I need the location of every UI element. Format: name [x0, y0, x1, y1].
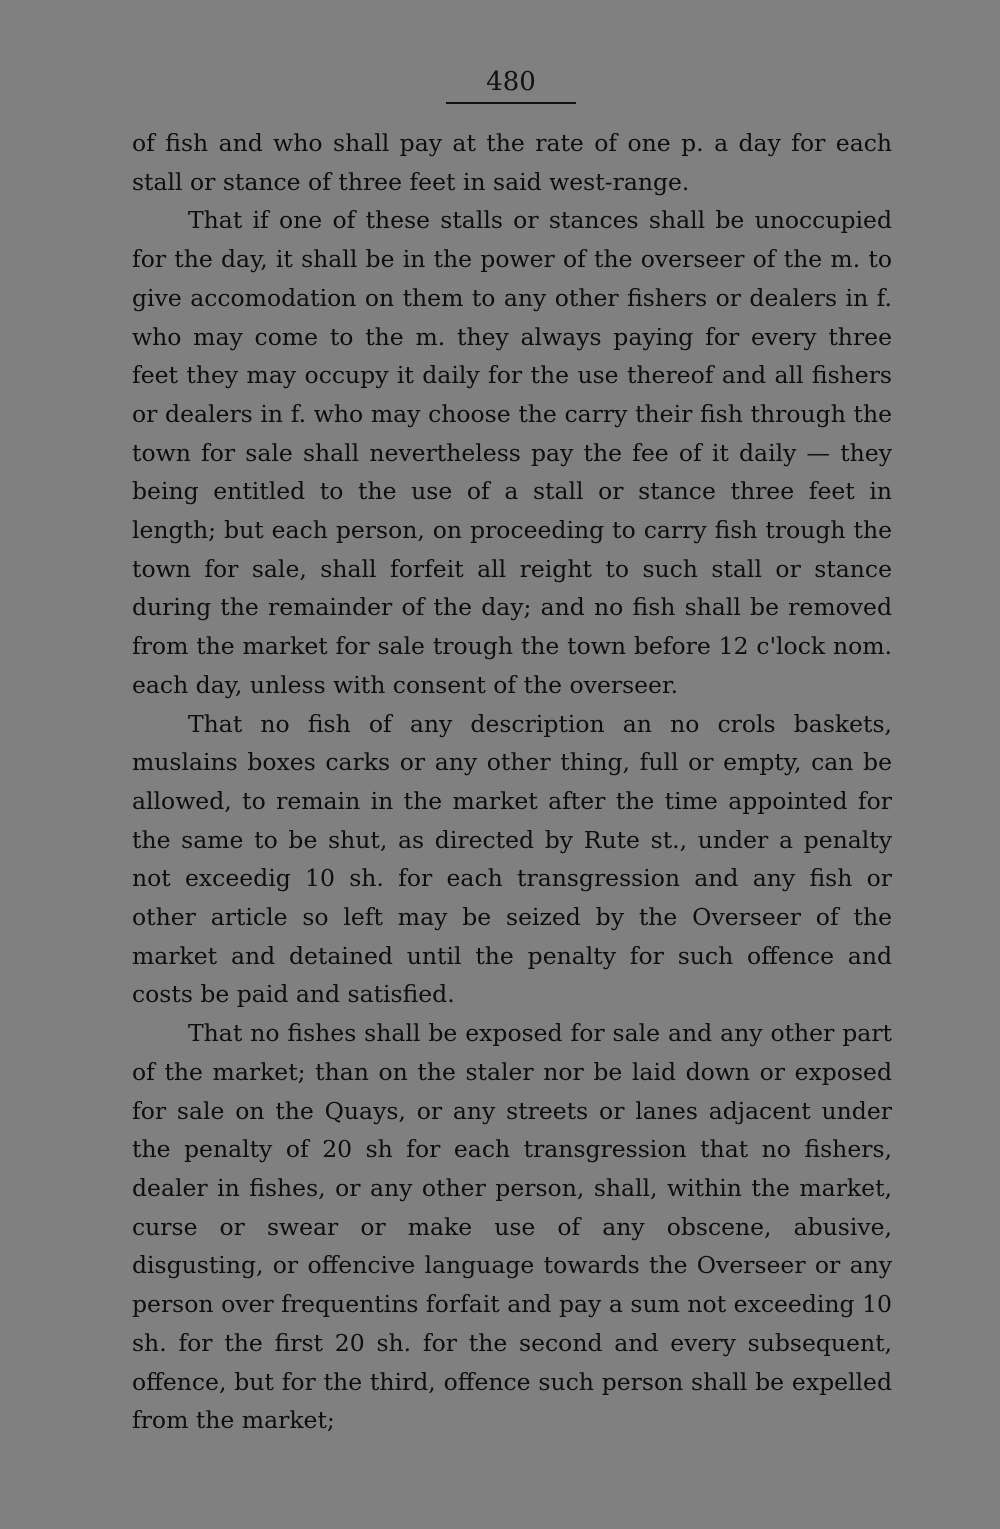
- paragraph-market-closing: That no fish of any description an no crols baskets, muslains boxes carks or any other thing, full or empty, can be allowed, to remain in the market after the time appointed for the same to be shut, as directed by Rute st., under a penalty not exceedig 10 sh. for each transgression and any fish or other article so left may be seized by the Overseer of the market and detained until the penalty for such offence and costs be paid and satisfied.: [132, 709, 892, 1009]
- paragraph-stalls-unoccupied: That if one of these stalls or stances shall be unoccupied for the day, it shall be in the power of the overseer of the m. to give accomodation on them to any other fishers or dealers in f. who may come to the m. they always paying for every three feet they may occupy it daily for the use thereof and all fishers or dealers in f. who may choose the carry their fish through the town for sale shall nevertheless pay the fee of it daily — they being entitled to the use of a stall or stance three feet in length; but each person, on proceeding to carry fish trough the town for sale, shall forfeit all reight to such stall or stance during the remainder of the day; and no fish shall be removed from the market for sale trough the town before 12 c'lock nom. each day, unless with consent of the overseer.: [132, 206, 892, 699]
- page-number: 480: [446, 66, 576, 104]
- paragraph-continued: of fish and who shall pay at the rate of one p. a day for each stall or stance of three feet in said west-range.: [132, 129, 892, 196]
- paragraph-exposure-for-sale: That no fishes shall be exposed for sale and any other part of the market; than on the staler nor be laid down or exposed for sale on the Quays, or any streets or lanes adjacent under the penalty of 20 sh for each transgression that no fishers, dealer in fishes, or any other person, shall, within the market, curse or swear or make use of any obscene, abusive, disgusting, or offencive language towards the Overseer or any person over frequentins forfait and pay a sum not exceeding 10 sh. for the first 20 sh. for the second and every subsequent, offence, but for the third, offence such person shall be expelled from the market;: [132, 1019, 892, 1435]
- page-body: [132, 124, 892, 1440]
